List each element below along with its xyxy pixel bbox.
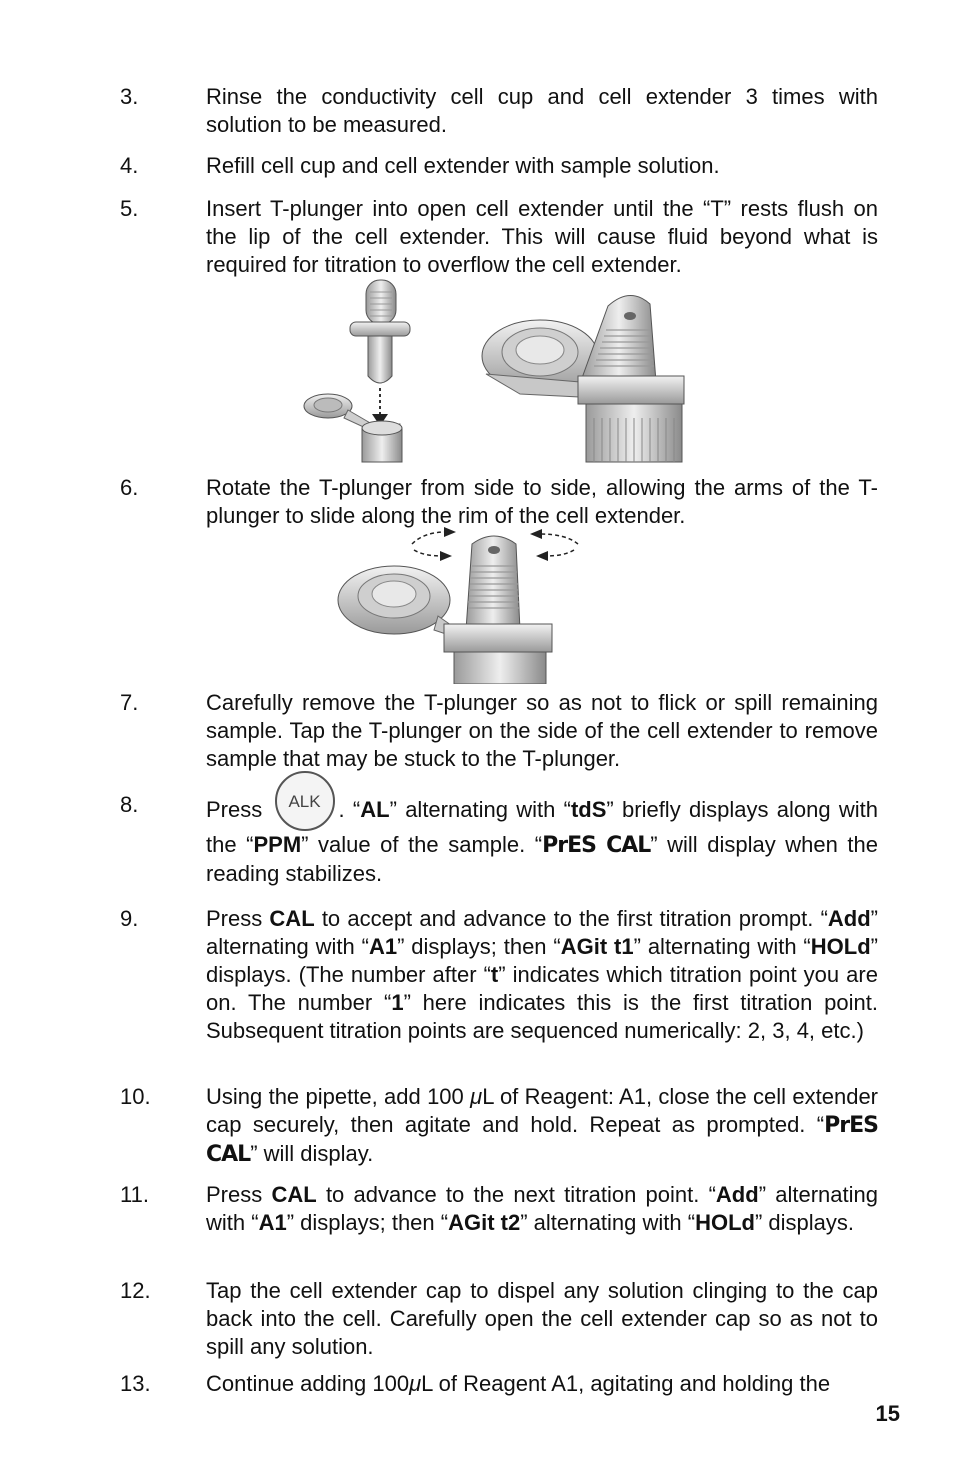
step-number: 9. [120,906,139,931]
text-run: ” alternating with “ [633,934,811,959]
text-run: ” briefly displays along with the “ [206,796,878,857]
step-text [206,791,878,888]
step-number: 12. [120,1278,151,1303]
text-run: . “ [338,796,361,822]
text-run: to accept and advance to the first titration prompt. “ [314,906,828,931]
step-text: Insert T-plunger into open cell extender until the “T” rests flush on the lip of the cell extender. This will cause fluid beyond what is required for titration to overflow the cell extender. [206,196,878,277]
text-run: ” indicates which titration point you are on. The number “ [206,962,878,1015]
step-number: 3. [120,84,139,109]
mu-symbol: μ [409,1371,422,1396]
display-code: A1 [368,934,398,959]
text-run: ” displays. [754,1210,855,1235]
text-run: ” alternating with “ [206,1182,878,1235]
text-run: ” displays; then “ [397,934,561,959]
mu-symbol: μ [470,1084,483,1109]
display-code: PrES CAL [542,833,651,858]
text-run: ” will display when the reading stabilizes. [206,832,878,886]
text-run: Using the pipette, add 100 [206,1084,471,1109]
text-run: ” alternating with “ [520,1210,696,1235]
step-text [206,1370,878,1398]
text-run: ” alternating with “ [206,906,878,959]
page-number: 15 [875,1401,900,1426]
text-run: Continue adding 100 [206,1371,410,1396]
display-code: Add [827,906,871,931]
display-code: t [490,962,499,987]
display-code: AL [360,796,390,822]
display-code: Add [715,1182,759,1207]
display-code: AGit t1 [560,934,634,959]
text-run: L of Reagent: A1, close the cell extender cap securely, then agitate and hold. Repeat as prompted. “ [206,1084,879,1137]
display-code: HOLd [810,934,871,959]
step-number: 10. [120,1084,151,1109]
text-run: ” displays; then “ [286,1210,449,1235]
display-code: tdS [570,796,607,822]
text-run: Press [206,796,263,822]
text-run: ” will display. [250,1141,374,1166]
step-number: 7. [120,690,139,715]
display-code: PPM [253,832,302,857]
step-text: Tap the cell extender cap to dispel any solution clinging to the cap back into the cell. Carefully open the cell extender cap so as not to spill any solution. [206,1278,878,1359]
step-text: Rinse the conductivity cell cup and cell extender 3 times with solution to be measured. [206,84,878,137]
step-number: 5. [120,196,139,221]
text-run: to advance to the next titration point. “ [316,1182,716,1207]
text-run: ” displays. (The number after “ [206,934,878,987]
step-number: 11. [120,1182,149,1207]
text-run: ” here indicates this is the first titration point. Subsequent titration points are sequenced numerically: 2, 3, 4, etc.) [206,990,878,1043]
display-code: 1 [391,990,404,1015]
display-code: AGit t2 [448,1210,521,1235]
key-name: CAL [271,1182,317,1207]
step-number: 6. [120,475,139,500]
step-number: 13. [120,1371,151,1396]
text-run: ” value of the sample. “ [301,832,543,857]
step-text [206,1083,878,1169]
text-run: Press [206,1182,272,1207]
step-number: 4. [120,153,139,178]
t-plunger-rotate-illustration [334,526,584,684]
step-text: Rotate the T-plunger from side to side, allowing the arms of the T-plunger to slide along the rim of the cell extender. [206,475,878,528]
alk-button[interactable]: ALK [275,771,335,831]
display-code: A1 [258,1210,287,1235]
step-text [206,905,878,1045]
step-text: Carefully remove the T-plunger so as not to flick or spill remaining sample. Tap the T-plunger on the side of the cell extender to remove sample that may be stuck to the T-plunger. [206,690,878,771]
text-run: Press [206,906,270,931]
step-text [206,1181,878,1237]
step-text: Refill cell cup and cell extender with sample solution. [206,153,720,178]
text-run: L of Reagent A1, agitating and holding the [421,1371,831,1396]
step-number: 8. [120,792,139,817]
text-run: ” alternating with “ [389,796,571,822]
t-plunger-insert-illustration [300,278,700,464]
display-code: PrES CAL [206,1113,878,1167]
key-name: CAL [269,906,315,931]
display-code: HOLd [695,1210,755,1235]
